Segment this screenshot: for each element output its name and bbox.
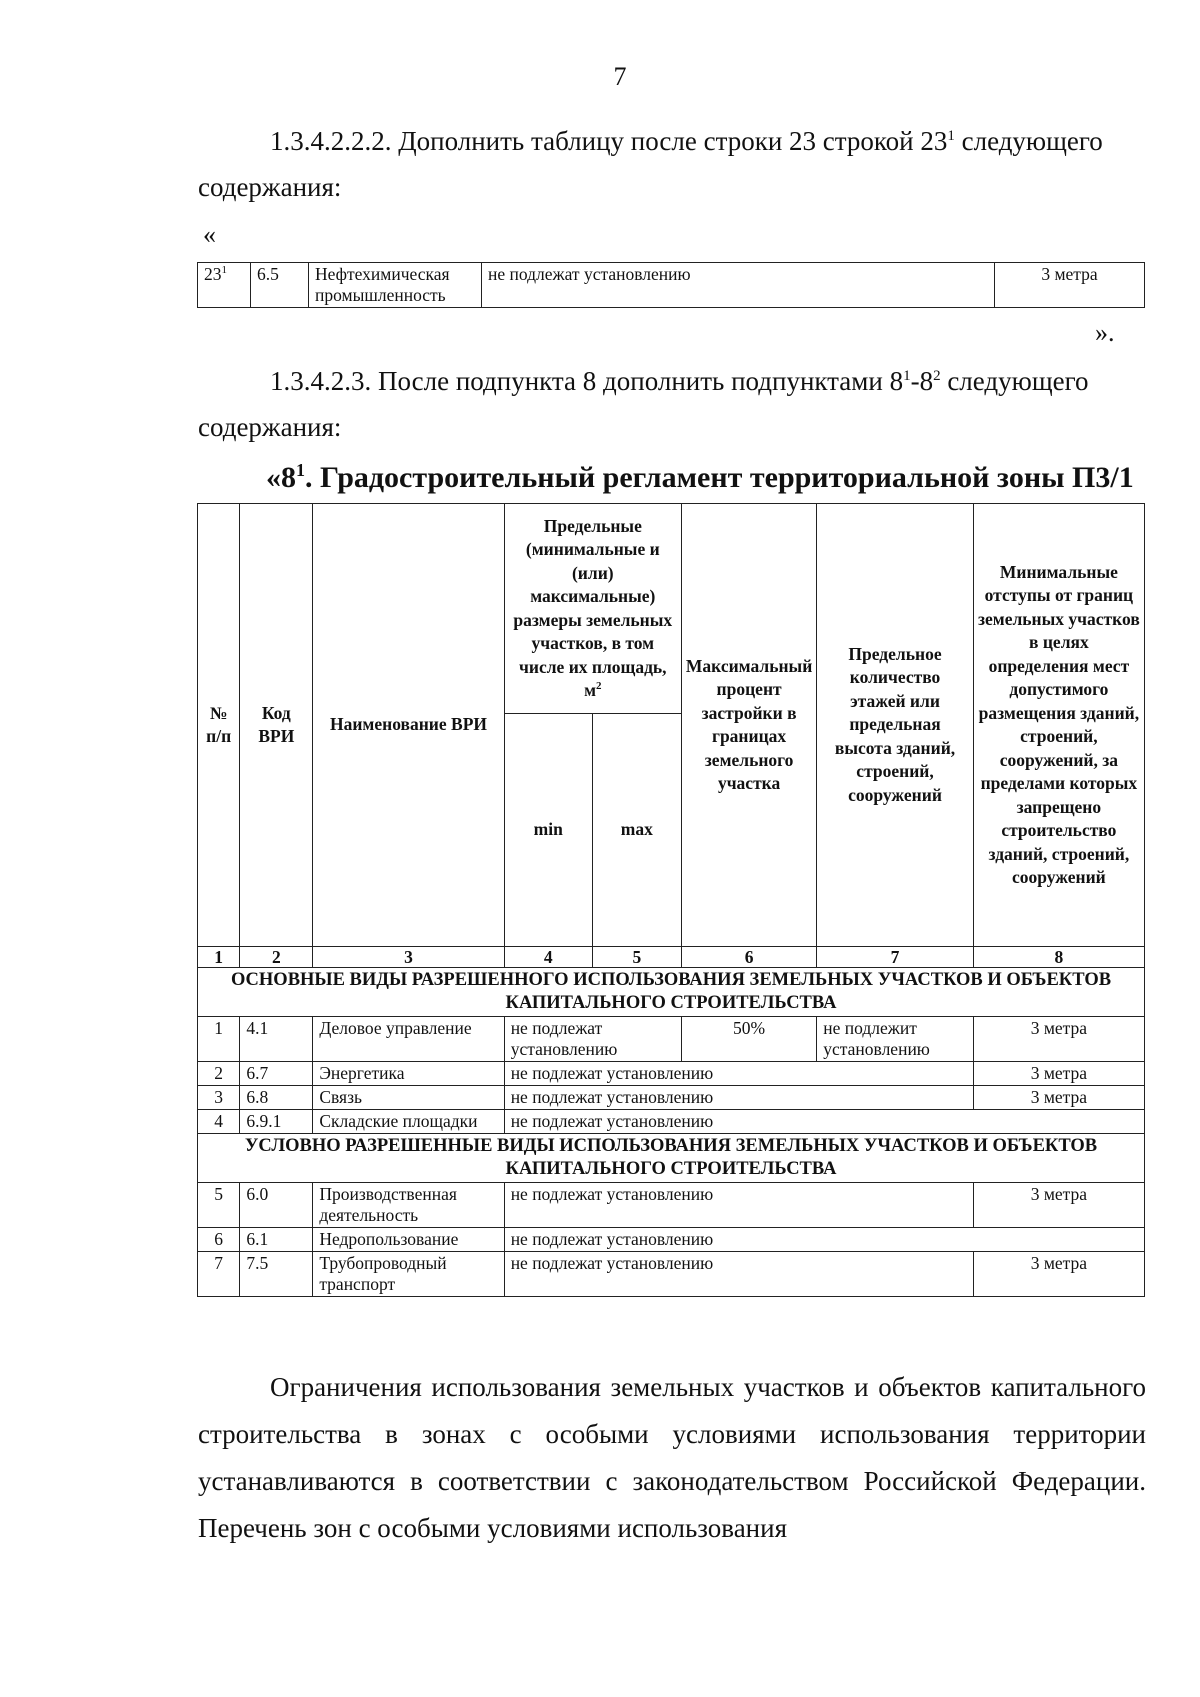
mini-num: 23	[204, 264, 222, 284]
header-size-sup: 2	[596, 680, 602, 693]
section-title-main: ОСНОВНЫЕ ВИДЫ РАЗРЕШЕННОГО ИСПОЛЬЗОВАНИЯ ЗЕМЕЛЬНЫХ УЧАСТКОВ И ОБЪЕКТОВ КАПИТАЛЬНОГО СТРОИТЕЛЬСТВА	[198, 968, 1145, 1017]
mini-table	[197, 262, 1145, 308]
row-num: 1	[198, 1017, 240, 1062]
row-code: 6.7	[240, 1062, 313, 1086]
header-min: min	[504, 714, 592, 947]
header-size	[504, 504, 681, 714]
row-setback: 3 метра	[973, 1086, 1144, 1110]
table-row	[198, 1252, 1145, 1297]
mini-num-cell	[198, 263, 251, 308]
table-row	[198, 1110, 1145, 1134]
row-name: Связь	[313, 1086, 504, 1110]
row-setback: 3 метра	[973, 1062, 1144, 1086]
col-num: 1	[198, 947, 240, 968]
row-floors: не подлежит установлению	[817, 1017, 973, 1062]
paragraph-2-mid: -8	[910, 366, 934, 396]
paragraph-2-sup2: 2	[933, 368, 941, 384]
col-num: 4	[504, 947, 592, 968]
mini-name: Нефтехимическая промышленность	[309, 263, 482, 308]
section-title-conditional: УСЛОВНО РАЗРЕШЕННЫЕ ВИДЫ ИСПОЛЬЗОВАНИЯ ЗЕМЕЛЬНЫХ УЧАСТКОВ И ОБЪЕКТОВ КАПИТАЛЬНОГО СТРОИТЕЛЬСТВА	[198, 1134, 1145, 1183]
row-name: Трубопроводный транспорт	[313, 1252, 504, 1297]
col-num: 5	[592, 947, 681, 968]
row-num: 5	[198, 1183, 240, 1228]
row-percent: 50%	[681, 1017, 816, 1062]
row-code: 6.0	[240, 1183, 313, 1228]
row-name: Производственная деятельность	[313, 1183, 504, 1228]
row-code: 7.5	[240, 1252, 313, 1297]
heading-text: . Градостроительный регламент территориальной зоны П3/1	[305, 461, 1134, 494]
heading-prefix: «8	[266, 461, 296, 494]
page-number: 7	[613, 62, 627, 91]
row-value: не подлежат установлению	[504, 1252, 973, 1297]
paragraph-1-sup: 1	[947, 128, 955, 144]
row-name: Складские площадки	[313, 1110, 504, 1134]
paragraph-1	[198, 113, 1146, 210]
table-row	[198, 1228, 1145, 1252]
paragraph-1-rest: следующего содержания:	[198, 126, 1103, 202]
row-num: 7	[198, 1252, 240, 1297]
paragraph-3-text: Ограничения использования земельных участков и объектов капитального строительства в зонах с особыми условиями использования территории устанавливаются в соответствии с законодательством Российской Федерации. Перечень зон с особыми условиями использования	[198, 1372, 1146, 1543]
header-row-1	[198, 504, 1145, 714]
header-size-text: Предельные (минимальные и (или) максимальные) размеры земельных участков, в том числе их площадь, м	[513, 515, 673, 700]
header-floors: Предельное количество этажей или предельная высота зданий, строений, сооружений	[817, 504, 973, 947]
header-percent: Максимальный процент застройки в границах земельного участка	[681, 504, 816, 947]
col-num: 2	[240, 947, 313, 968]
mini-code: 6.5	[251, 263, 309, 308]
header-code: Код ВРИ	[240, 504, 313, 947]
header-name: Наименование ВРИ	[313, 504, 504, 947]
section-row	[198, 1134, 1145, 1183]
paragraph-1-lead: 1.3.4.2.2.2. Дополнить таблицу после строки 23 строкой 23	[270, 126, 948, 156]
header-num: № п/п	[198, 504, 240, 947]
col-num: 7	[817, 947, 973, 968]
row-num: 6	[198, 1228, 240, 1252]
paragraph-3	[198, 1364, 1146, 1552]
row-code: 4.1	[240, 1017, 313, 1062]
table-row	[198, 1062, 1145, 1086]
mini-num-sup: 1	[221, 264, 227, 277]
row-name: Недропользование	[313, 1228, 504, 1252]
header-setback: Минимальные отступы от границ земельных участков в целях определения мест допустимого размещения зданий, строений, сооружений, за пределами которых запрещено строительство зданий, строений, сооружений	[973, 504, 1144, 947]
row-code: 6.1	[240, 1228, 313, 1252]
row-value: не подлежат установлению	[504, 1110, 1144, 1134]
row-num: 3	[198, 1086, 240, 1110]
table-row	[198, 1183, 1145, 1228]
row-code: 6.8	[240, 1086, 313, 1110]
col-num: 8	[973, 947, 1144, 968]
paragraph-2-rest: следующего содержания:	[198, 366, 1089, 442]
heading-sup: 1	[296, 460, 305, 480]
paragraph-2	[198, 353, 1146, 450]
col-num: 3	[313, 947, 504, 968]
mini-setback: 3 метра	[995, 263, 1145, 308]
column-number-row	[198, 947, 1145, 968]
row-setback: 3 метра	[973, 1252, 1144, 1297]
row-name: Энергетика	[313, 1062, 504, 1086]
row-size: не подлежат установлению	[504, 1017, 681, 1062]
quote-open: «	[203, 220, 216, 249]
row-setback: 3 метра	[973, 1017, 1144, 1062]
row-setback: 3 метра	[973, 1183, 1144, 1228]
mini-table-row	[198, 263, 1145, 308]
table-row	[198, 1017, 1145, 1062]
header-max: max	[592, 714, 681, 947]
row-value: не подлежат установлению	[504, 1062, 973, 1086]
quote-close: ».	[1095, 318, 1115, 347]
table-row	[198, 1086, 1145, 1110]
paragraph-2-lead: 1.3.4.2.3. После подпункта 8 дополнить подпунктами 8	[270, 366, 904, 396]
row-code: 6.9.1	[240, 1110, 313, 1134]
mini-value: не подлежат установлению	[482, 263, 995, 308]
row-value: не подлежат установлению	[504, 1183, 973, 1228]
row-num: 2	[198, 1062, 240, 1086]
row-name: Деловое управление	[313, 1017, 504, 1062]
section-heading	[266, 460, 1134, 495]
paragraph-2-sup1: 1	[903, 368, 911, 384]
section-row	[198, 968, 1145, 1017]
row-value: не подлежат установлению	[504, 1086, 973, 1110]
regulation-table	[197, 503, 1145, 1297]
col-num: 6	[681, 947, 816, 968]
row-num: 4	[198, 1110, 240, 1134]
row-value: не подлежат установлению	[504, 1228, 1144, 1252]
